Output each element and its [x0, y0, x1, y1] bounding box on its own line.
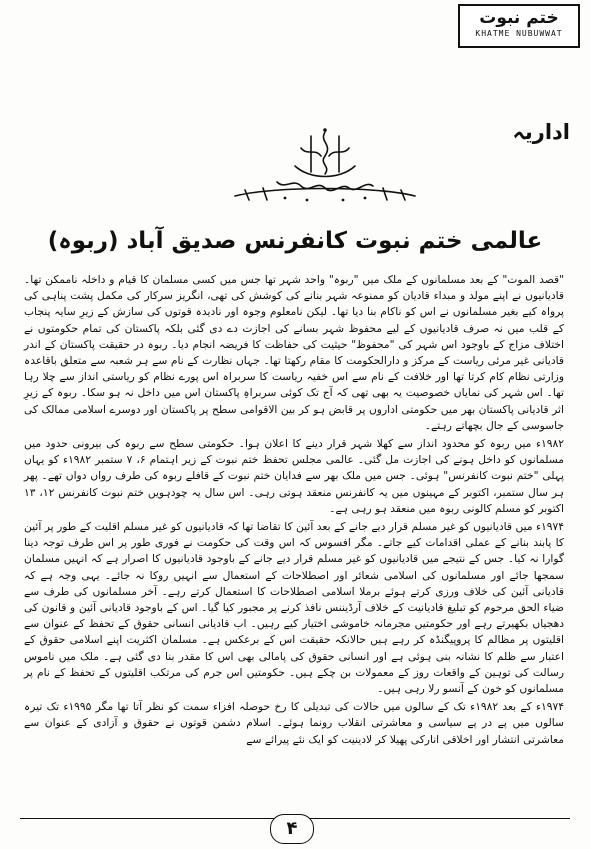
paragraph: ۱۹۸۲ء میں ربوہ کو محدود انداز سے کھلا شہر قرار دینے کا اعلان ہوا۔ حکومتی سطح سے ربوہ کی بیرونی حدود میں مسلمانوں کو داخل ہونے کی اجازت مل گئی۔ عالمی مجلس تحفظ ختم نبوت کے زیر اہتمام ۶، ۷ ستمبر ۱۹۸۲ء کو یہاں پہلی "ختم نبوت کانفرنس" ہوئی۔ جس میں ملک بھر سے فدایان ختم نبوت کے قافلے ربوہ کی طرف رواں دواں تھے۔ پھر ہر سال ستمبر، اکتوبر کے مہینوں میں یہ کانفرنس منعقد ہوتی رہی۔ اس سال یہ چودہویں ختم نبوت کانفرنس ۱۲، ۱۳ اکتوبر کو مسلم کالونی ربوہ میں منعقد ہو رہی ہے۔: [24, 437, 564, 515]
paragraph: ۱۹۷۴ء میں قادیانیوں کو غیر مسلم قرار دیے جانے کے بعد آئین کا تقاضا تھا کہ قادیانیوں کو غیر مسلم اقلیت کے طور پر آئین کا پابند بنانے کے عملی اقدامات کیے جاتے۔ مگر افسوس کہ اس وقت کی حکومت نے فوری طور پر اس طرف توجہ دینا گوارا نہ کیا۔ جس کے نتیجے میں قادیانیوں کو غیر مسلم قرار دیے جانے کے باوجود قادیانیوں کا اصرار ہے کہ انہیں مسلمان سمجھا جائے اور مسلمانوں کی اسلامی شعائر اور اصطلاحات کے استعمال سے انہیں روکا نہ جائے۔ یہی وجہ ہے کہ قادیانی آئین کی خلاف ورزی کرتے ہوئے برملا اسلامی اصطلاحات کا استعمال کرتے رہے۔ آخر مسلمانوں کی طرف سے ضیاء الحق مرحوم کو تبلیغ قادیانیت کے خلاف آرڈیننس نافذ کرنے پر مجبور کیا گیا۔ اس کے باوجود قادیانی آئین و قانون کی دھجیاں بکھیرتے رہے اور حکومتیں مجرمانہ خاموشی اختیار کیے رہیں۔ اب قادیانی انسانی حقوق کے تحفظ کے عنوان سے اقلیتوں پر مظالم کا پروپیگنڈہ کر رہے ہیں حالانکہ حقیقت اس کے برعکس ہے۔ مسلمان اکثریت اپنے اسلامی حقوق کے اعتبار سے ظلم کا نشانہ بنی ہوئی ہے اور انسانی حقوق کی پامالی بھی اس کا مقدر بنا دی گئی ہے۔ ملک میں ناموس رسالت کی توہین کے واقعات روز کے معمولات بن چکے ہیں۔ حکومتیں اس جرم کی مرتکب اقلیتوں کے تحفظ کے نام پر مسلمانوں کو خون کے آنسو رلا رہی ہیں۔: [24, 520, 564, 696]
article-title: عالمی ختم نبوت کانفرنس صدیق آباد (ربوہ): [47, 228, 543, 254]
paragraph: ۱۹۷۴ء کے بعد ۱۹۸۲ء تک کے سالوں میں حالات کی تبدیلی کا رخ حوصلہ افزاء سمت کو نظر آتا تھا مگر ۱۹۹۵ء تک تیرہ سالوں میں پے در پے سیاسی و معاشرتی انقلاب رونما ہوئے۔ اسلام دشمن قوتوں نے حقوق و آزادی کے عنوان سے معاشرتی انتشار اور اخلاقی انارکی پھیلا کر لادینیت کو ایک نئے پیرائے سے: [24, 700, 565, 746]
magazine-logo: [458, 4, 580, 48]
article-body: [24, 272, 564, 750]
calligraphy-emblem-icon: [215, 126, 435, 206]
logo-urdu-text: ختم نبوت: [479, 8, 559, 28]
logo-latin-text: KHATME NUBUWWAT: [475, 29, 563, 38]
paragraph: "قصد الموت" کے بعد مسلمانوں کے ملک میں "ربوہ" واحد شہر تھا جس میں کسی مسلمان کا قیام و داخلہ ناممکن تھا۔ قادیانیوں نے اپنے مولد و مبداء قادیان کو ممنوعہ شہر بنانے کی کوشش کی تھی، انگریز سرکار کی مکمل پشت پناہی کی پرواہ کیے بغیر مسلمانوں نے اس کو ناکام بنا دیا تھا۔ لیکن نامعلوم وجوہ اور نادیدہ قوتوں کی سازش کے زیرِ سایہ پنجاب کے قلب میں نہ صرف قادیانیوں کے لیے محفوظ شہر بسانے کی اجازت دے دی گئی بلکہ پاکستان کی تمام حکومتوں نے اختلاف مزاج کے باوجود اس شہر کی "محفوظ" حیثیت کی حفاظت کا فریضہ انجام دیا۔ ربوہ در حقیقت پاکستان کے اندر قادیانی غیر مرئی ریاست کے مرکز و دارالحکومت کا مقام رکھتا تھا۔ جہاں نظارت کے نام سے ہر شعبہ سے متعلق باقاعدہ وزارتی نظام کام کرتا تھا اور خلافت کے نام سے اس خفیہ ریاست کا سربراہ اس پورے نظام کو ریاستی انداز سے چلا رہا تھا۔ اس شہر کی نمایاں خصوصیت یہ بھی تھی کہ آج تک کوئی سربراہِ پاکستان اس میں داخل نہ ہو سکا۔ ربوہ کے زیرِ اثر قادیانی پاکستان بھر میں حکومتی اداروں پر قابض ہو کر بین الاقوامی سطح پر پاکستان اور دوسرے اسلامی ممالک کی جاسوسی کے جال بچھاتے رہتے۔: [24, 273, 564, 432]
section-label: اداریہ: [512, 120, 570, 144]
page-number: ۴: [270, 814, 314, 844]
